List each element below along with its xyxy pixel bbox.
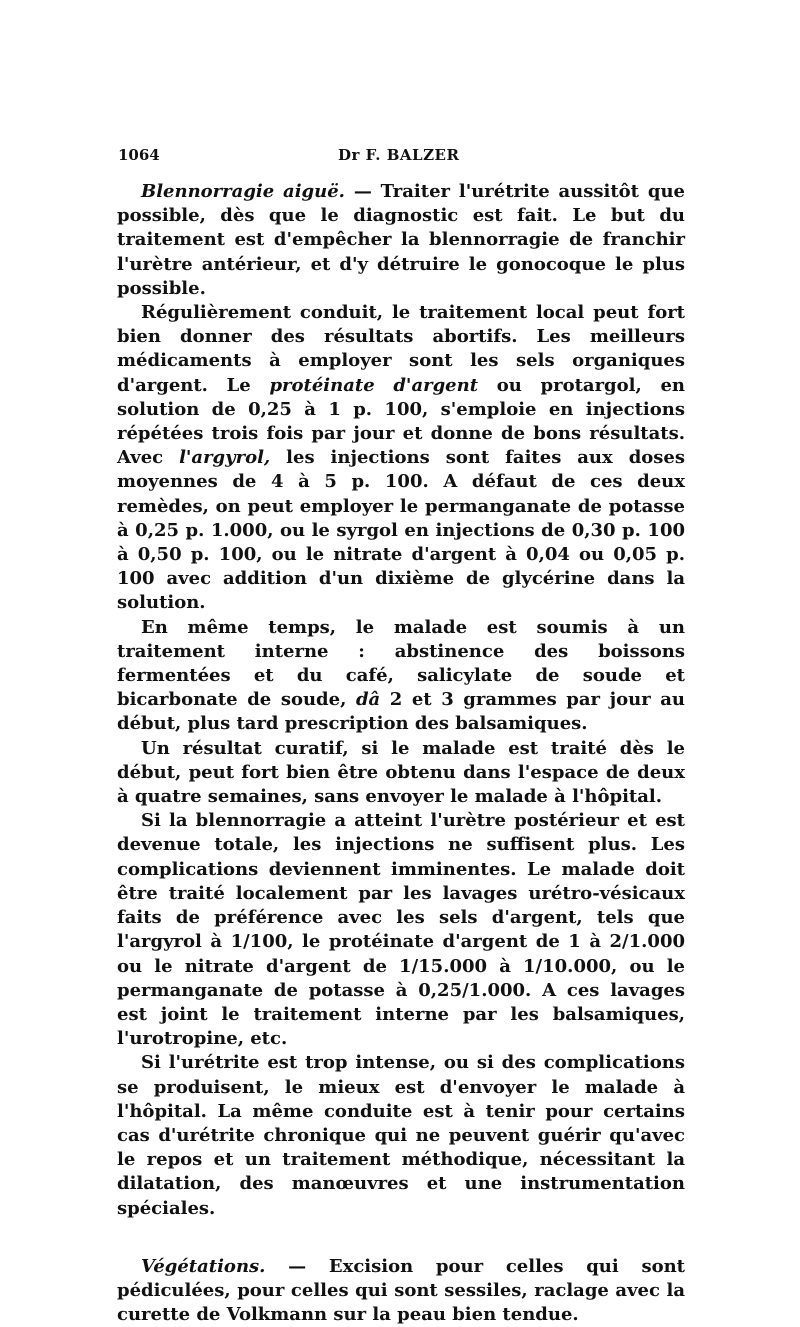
paragraph-traitement-local [117,301,685,616]
paragraph-text: ou protargol, en solution de 0,25 à 1 p. 100, s'emploie en injections répétées trois fois par jour et donne de bons résultats. Avec [117,374,685,469]
paragraph-text: — Traiter l'urétrite aussitôt que possible, dès que le diagnostic est fait. Le but du traitement est d'empêcher la blennorragie de franchir l'urètre antérieur, et d'y détruire le gonocoque le plus possible. [117,181,685,299]
paragraph-uretrite-intense: Si l'urétrite est trop intense, ou si des complications se produisent, le mieux est d'envoyer le malade à l'hôpital. La même conduite est à tenir pour certains cas d'urétrite chronique qui ne peuvent guérir qu'avec le repos et un traitement méthodique, nécessitant la dilatation, des manœuvres et une instrumentation spéciales. [117,1052,685,1219]
paragraph-text: Régulièrement conduit, le traitement local peut fort bien donner des résultats abortifs. Les meilleurs médicaments à employer sont les sels organiques d'argent. Le [117,302,685,396]
italic-term: dâ [355,689,381,711]
section-lead: Végétations. [141,1255,266,1277]
page-body [117,180,685,1327]
italic-term: l'argyrol, [179,447,271,469]
paragraph-text: les injections sont faites aux doses moyennes de 4 à 5 p. 100. A défaut de ces deux remèdes, on peut employer le permanganate de potasse à 0,25 p. 1.000, ou le syrgol en injections de 0,30 p. 100 à 0,50 p. 100, ou le nitrate d'argent à 0,04 ou 0,05 p. 100 avec addition d'un dixième de glycérine dans la solution. [117,447,686,614]
section-lead: Blennorragie aiguë. [141,181,345,202]
paragraph-text: 2 et 3 grammes par jour au début, plus tard prescription des balsamiques. [117,689,685,735]
paragraph-traitement-interne [117,616,685,737]
paragraph-uretre-posterieur: Si la blennorragie a atteint l'urètre postérieur et est devenue totale, les injections ne suffisent plus. Les complications deviennent imminentes. Le malade doit être traité localement par les lavages urétro-vésicaux faits de préférence avec les sels d'argent, tels que l'argyrol à 1/100, le protéinate d'argent de 1 à 2/1.000 ou le nitrate d'argent de 1/15.000 à 1/10.000, ou le permanganate de potasse à 0,25/1.000. A ces lavages est joint le traitement interne par les balsamiques, l'urotropine, etc. [117,810,685,1050]
paragraph-text: — Excision pour celles qui sont pédiculées, pour celles qui sont sessiles, raclage avec la curette de Volkmann sur la peau bien tendue. [117,1255,685,1326]
paragraph-resultat-curatif: Un résultat curatif, si le malade est traité dès le début, peut fort bien être obtenu dans l'espace de deux à quatre semaines, sans envoyer le malade à l'hôpital. [117,737,685,808]
page-number: 1064 [118,146,160,164]
paragraph-vegetations [117,1255,685,1327]
running-title: Dr F. BALZER [338,146,460,164]
paragraph-text: En même temps, le malade est soumis à un traitement interne : abstinence des boissons fermentées et du café, salicylate de soude et bicarbonate de soude, [117,616,685,711]
page-header [118,146,684,170]
italic-term: protéinate d'argent [269,374,479,396]
paragraph-blennorragie-aigue [117,180,685,301]
